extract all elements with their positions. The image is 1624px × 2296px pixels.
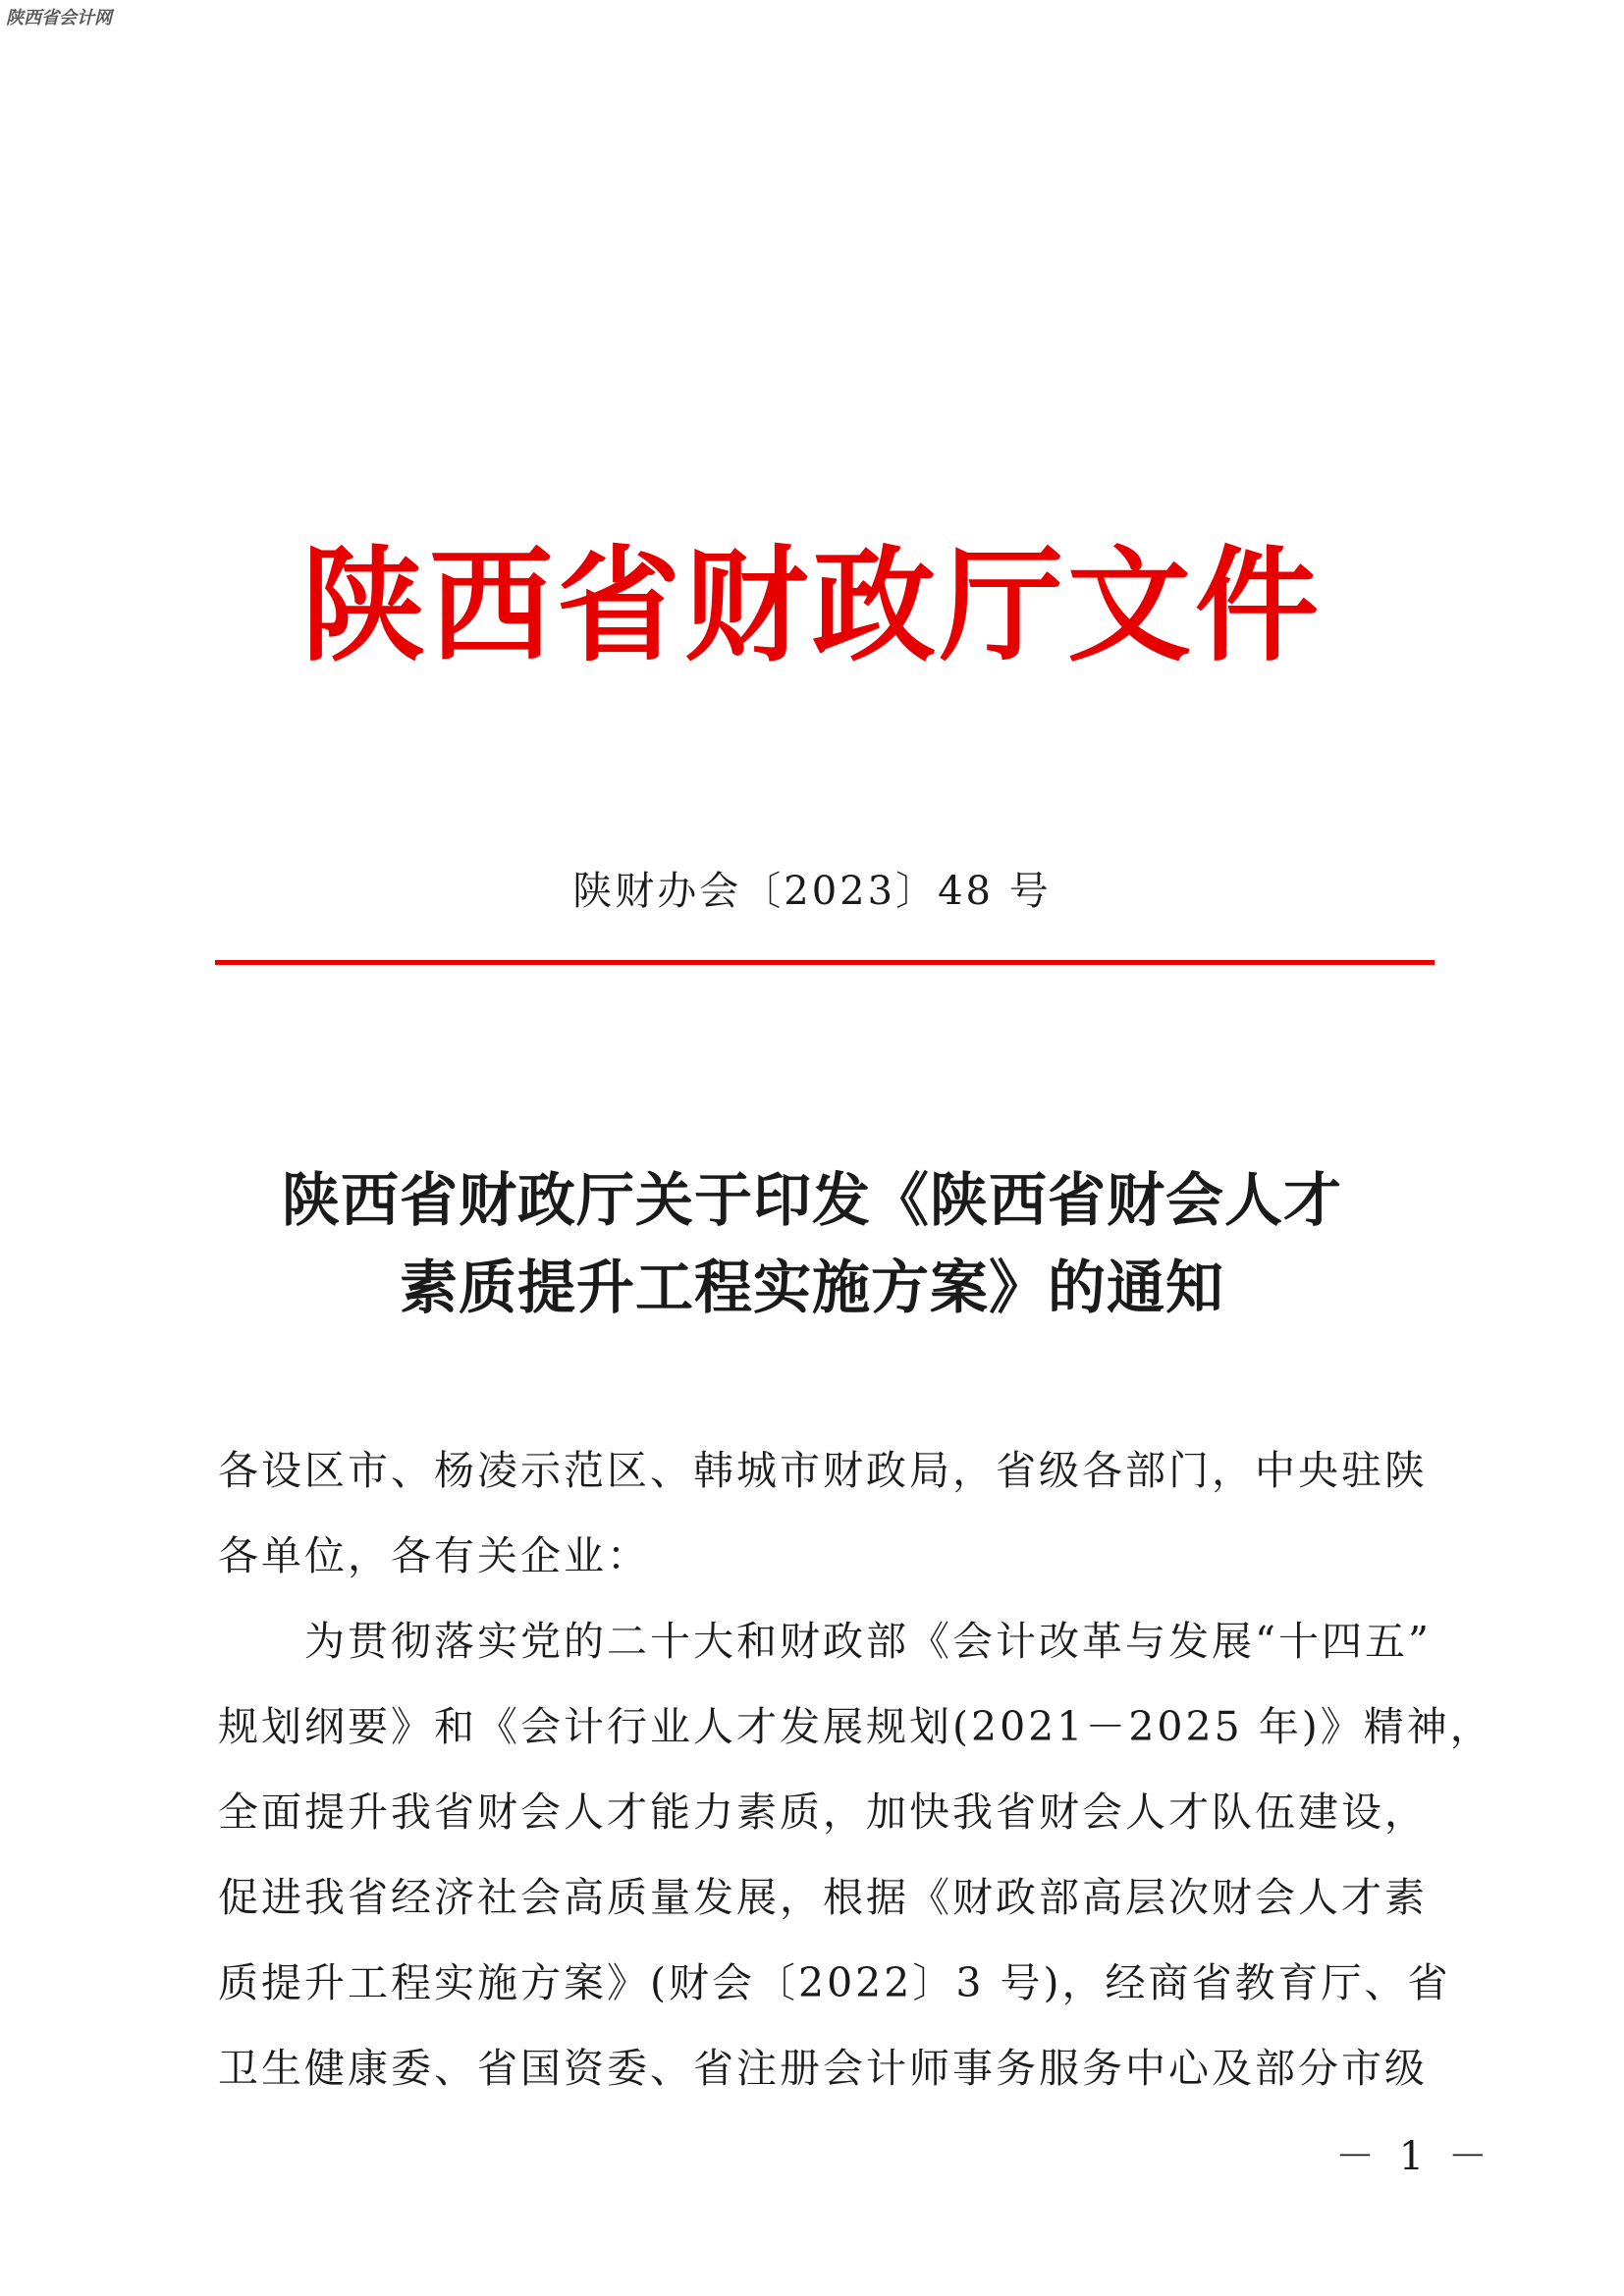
body-line: 全面提升我省财会人才能力素质，加快我省财会人才队伍建设， xyxy=(218,1789,1428,1836)
body-line: 各单位，各有关企业： xyxy=(218,1532,650,1579)
body-line: 促进我省经济社会高质量发展，根据《财政部高层次财会人才素 xyxy=(218,1874,1428,1921)
red-divider-line xyxy=(215,960,1435,965)
body-line: 规划纲要》和《会计行业人才发展规划(2021－2025 年)》精神， xyxy=(218,1703,1493,1750)
document-number: 陕财办会〔2023〕48 号 xyxy=(572,869,1052,914)
document-header-title: 陕西省财政厅文件 xyxy=(301,534,1323,678)
body-line: 质提升工程实施方案》(财会〔2022〕3 号)，经商省教育厅、省 xyxy=(218,1959,1451,2006)
notice-title-line: 陕西省财政厅关于印发《陕西省财会人才 xyxy=(281,1166,1342,1234)
notice-title xyxy=(0,1156,1624,1331)
body-line: 各设区市、杨凌示范区、韩城市财政局，省级各部门，中央驻陕 xyxy=(218,1447,1428,1494)
body-line: 卫生健康委、省国资委、省注册会计师事务服务中心及部分市级 xyxy=(218,2045,1428,2092)
notice-body xyxy=(218,1428,1493,2111)
page-number: － 1 － xyxy=(1335,2134,1493,2179)
watermark-text: 陕西省会计网 xyxy=(6,8,112,28)
notice-title-line: 素质提升工程实施方案》的通知 xyxy=(399,1254,1224,1321)
body-line: 为贯彻落实党的二十大和财政部《会计改革与发展“十四五” xyxy=(304,1618,1432,1665)
